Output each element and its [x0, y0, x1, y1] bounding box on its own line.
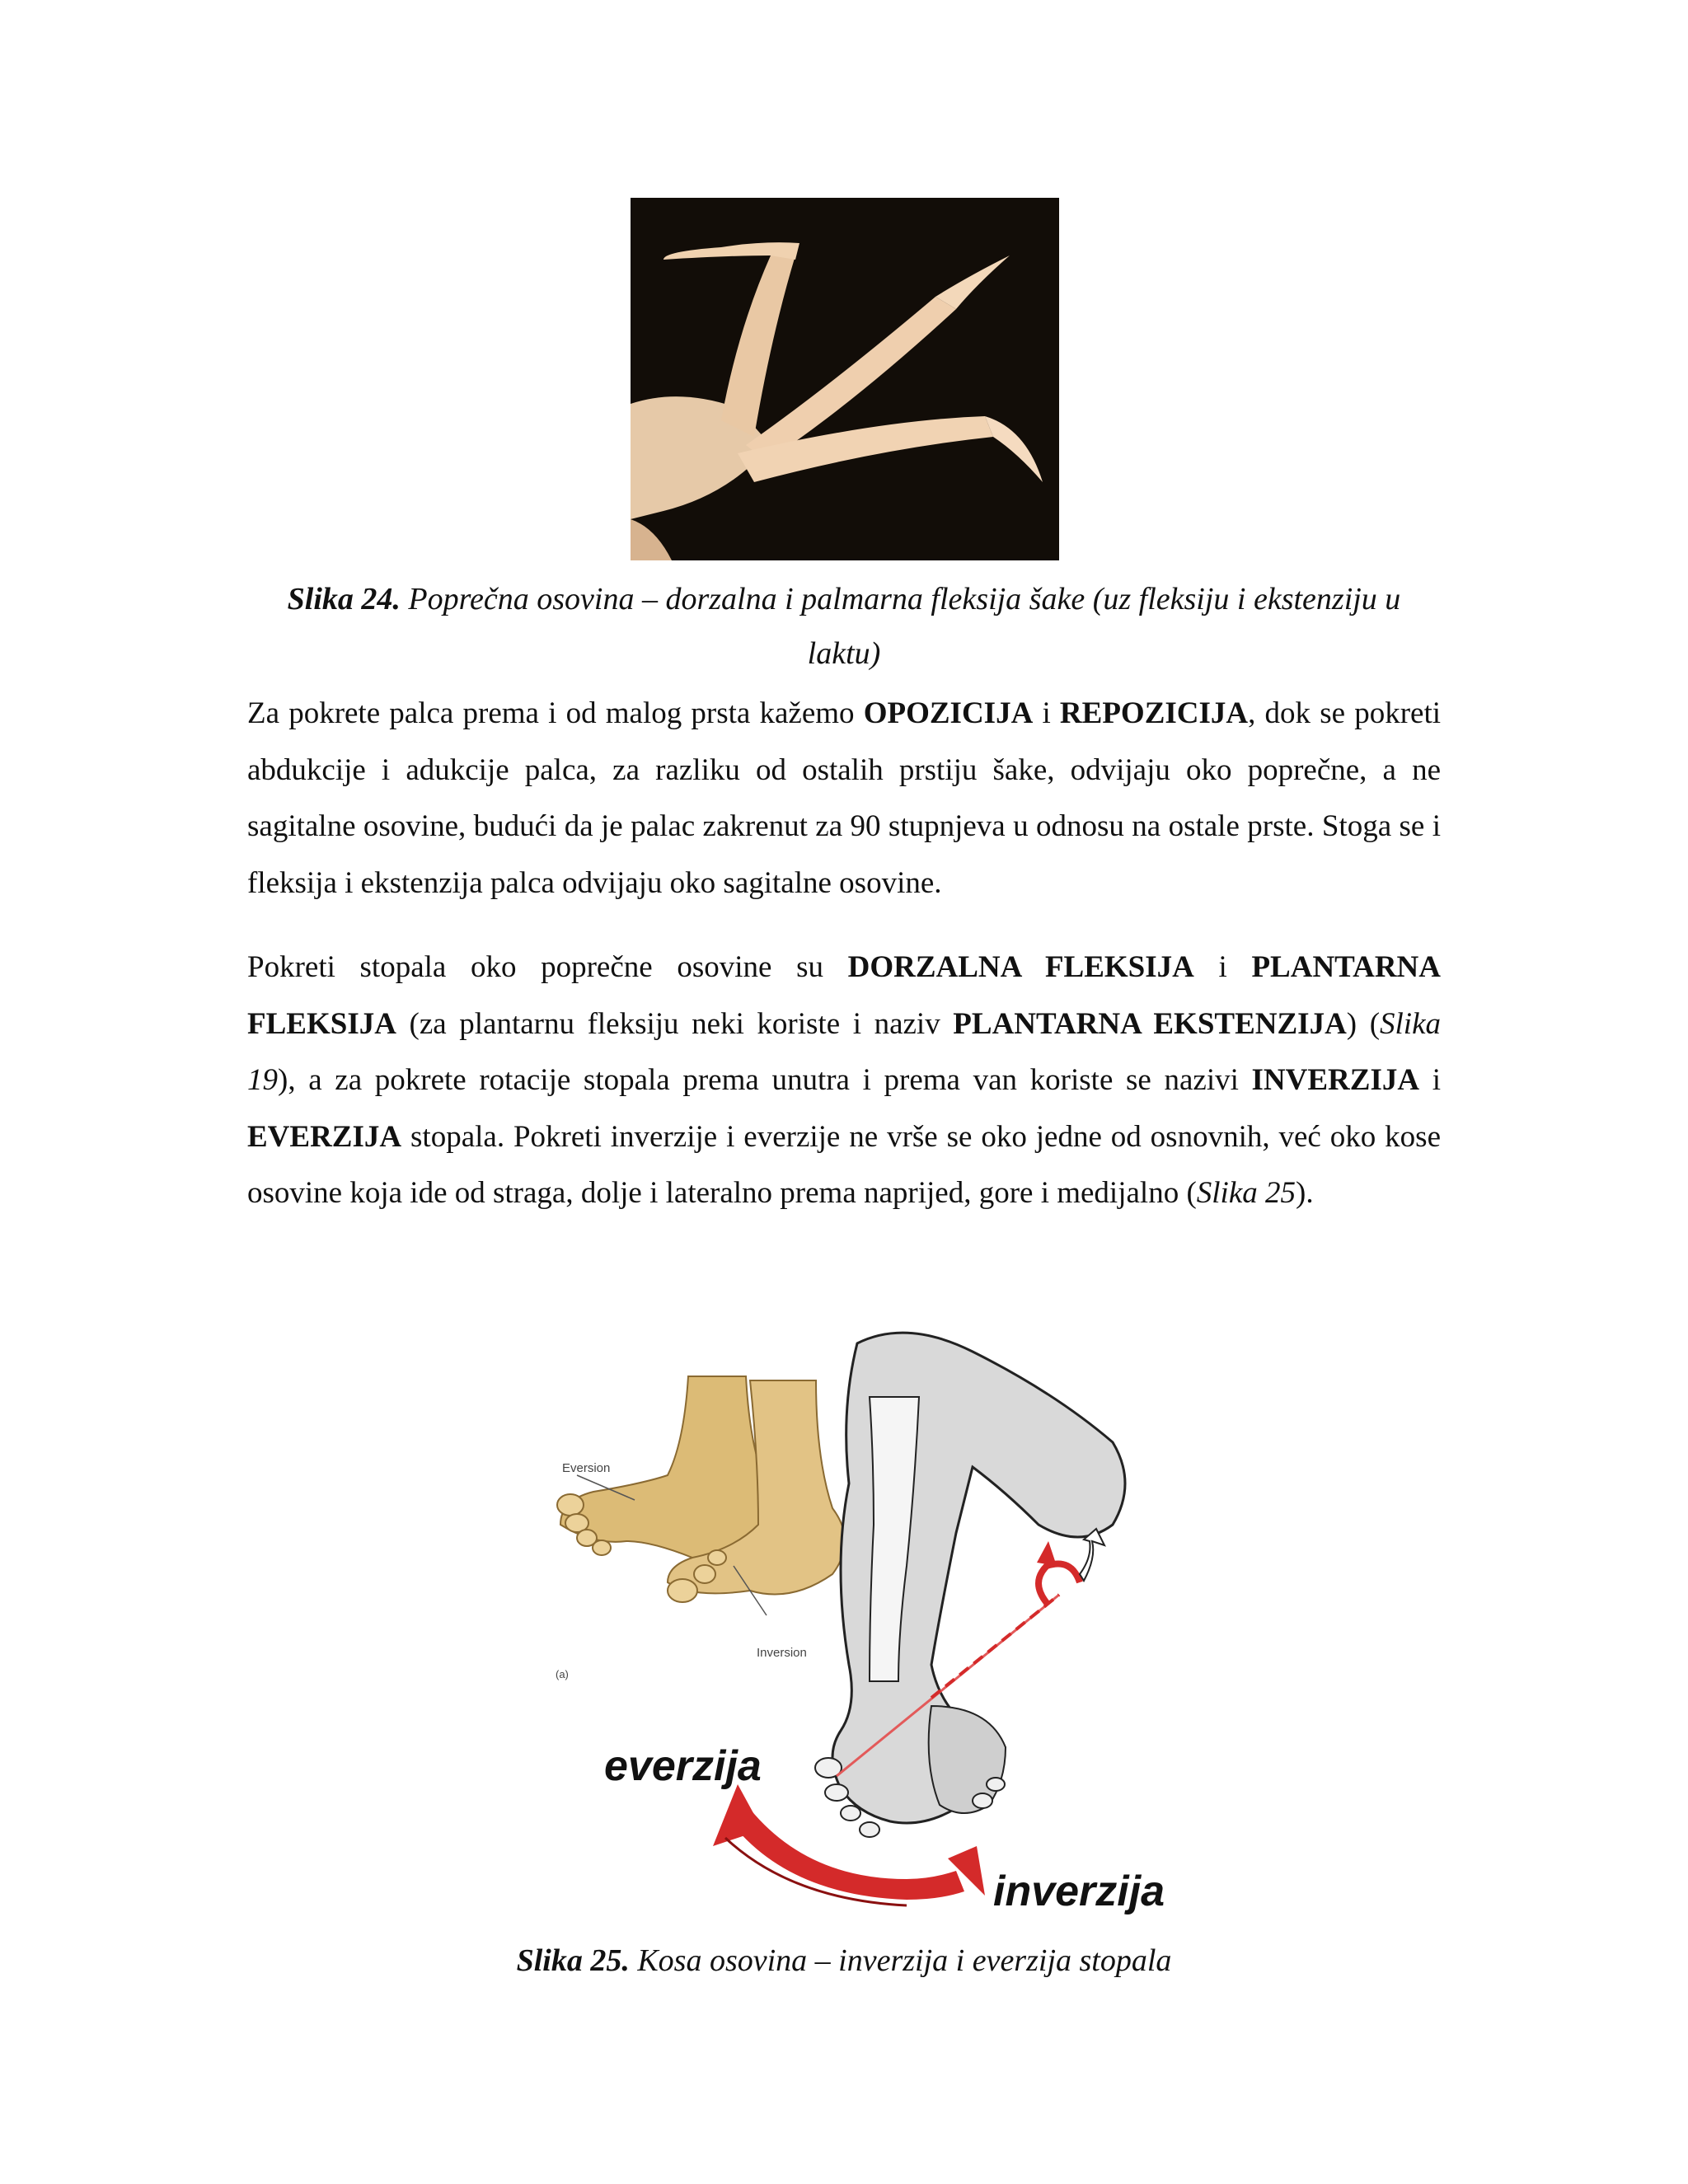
text-run: Za pokrete palca prema i od malog prsta kažemo [247, 696, 864, 730]
label-a: (a) [556, 1668, 569, 1680]
figure-24-photo [631, 198, 1059, 560]
caption-label: Slika 24. [287, 582, 401, 616]
text-run: ) ( [1346, 1006, 1381, 1041]
figure-reference: Slika 19 [247, 1006, 1442, 1097]
term-dorzalna-fleksija: DORZALNA FLEKSIJA [847, 950, 1194, 984]
text-run: ), a za pokrete rotacije stopala prema unutra i prema van koriste se nazivi [278, 1063, 1252, 1097]
label-everzija: everzija [604, 1742, 762, 1790]
text-run: , dok se pokreti abdukcije i adukcije palca, za razliku od ostalih prstiju šake, odvijaju oko poprečne, a ne sagitalne osovine, budući da je palac zakrenut za 90 stupnjeva u odnosu na ostale prste. Stoga se i fleksija i ekstenzija palca odvijaju oko sagitalne osovine. [247, 696, 1442, 900]
figure-25-illustration [544, 1319, 1179, 1945]
term-plantarna-fleksija: PLANTARNA FLEKSIJA [247, 950, 1441, 1041]
term-repozicija: REPOZICIJA [1059, 696, 1249, 730]
text-run: (za plantarnu fleksiju neki koriste i naziv [396, 1006, 954, 1041]
paragraph-foot-movements [247, 940, 1441, 1222]
text-run: stopala. Pokreti inverzije i everzije ne vrše se oko jedne od osnovnih, već oko kose osovine koja ide od straga, dolje i lateralno prema naprijed, gore i medijalno ( [247, 1119, 1441, 1210]
term-plantarna-ekstenzija: PLANTARNA EKSTENZIJA [953, 1006, 1347, 1041]
label-inversion: Inversion [757, 1646, 807, 1660]
caption-text: Kosa osovina – inverzija i everzija stopala [629, 1943, 1172, 1978]
feet-drawing [557, 1376, 845, 1615]
term-inverzija: INVERZIJA [1251, 1063, 1420, 1097]
text-run: Pokreti stopala oko poprečne osovine su [247, 950, 848, 984]
text-run: i [1419, 1063, 1441, 1097]
figure-reference: Slika 25 [1196, 1176, 1296, 1210]
text-run: ). [1296, 1176, 1314, 1210]
label-eversion: Eversion [562, 1461, 611, 1475]
figure-24-caption [247, 572, 1441, 681]
caption-label: Slika 25. [516, 1943, 630, 1978]
caption-text: Poprečna osovina – dorzalna i palmarna fleksija šake (uz fleksiju i ekstenziju u laktu) [400, 582, 1401, 671]
paragraph-opposition [247, 686, 1441, 912]
figure-25-caption [247, 1933, 1441, 1988]
leg-drawing [815, 1333, 1125, 1837]
text-run: i [1033, 696, 1060, 730]
term-opozicija: OPOZICIJA [863, 696, 1034, 730]
label-inverzija: inverzija [993, 1868, 1165, 1915]
term-everzija: EVERZIJA [247, 1119, 402, 1154]
text-run: i [1193, 950, 1252, 984]
